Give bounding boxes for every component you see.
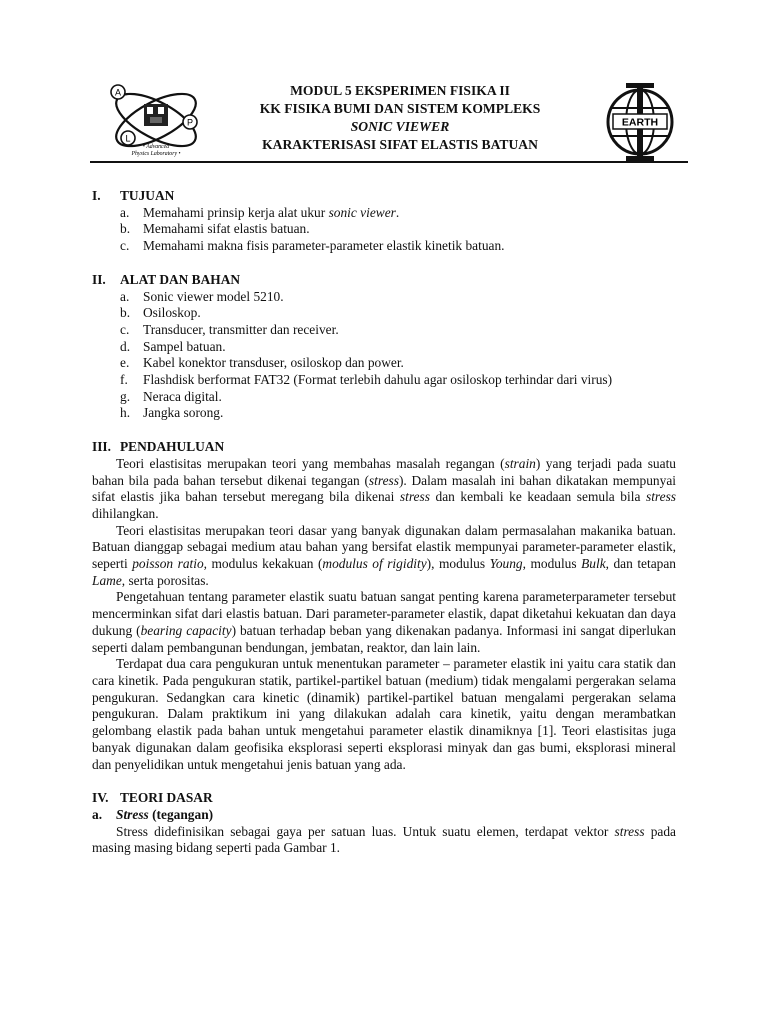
section-title-text: ALAT DAN BAHAN: [120, 271, 241, 287]
item-text-end: .: [395, 204, 400, 220]
item-text: Kabel konektor transduser, osiloskop dan power.: [143, 355, 404, 371]
apl-lab-logo: [94, 78, 210, 162]
section-title-pendahuluan: [92, 439, 676, 456]
header-divider: [90, 161, 688, 163]
subsection-title-stress: [92, 807, 676, 824]
earth-logo: [598, 80, 682, 164]
item-emphasis: sonic viewer: [328, 204, 396, 220]
list-item: [120, 238, 676, 255]
list-marker: b.: [120, 305, 131, 321]
section-number: III.: [92, 439, 111, 455]
section-number: II.: [92, 271, 106, 287]
list-item: [120, 339, 676, 356]
document-body: [92, 188, 676, 857]
list-marker: e.: [120, 355, 130, 371]
tujuan-list: [120, 205, 676, 255]
earth-logo-label: EARTH: [621, 116, 659, 129]
logo-caption-1: • Advanced: [142, 144, 170, 150]
subsection-emphasis: Stress: [116, 806, 149, 822]
list-marker: h.: [120, 405, 131, 421]
subsection-title-text: (tegangan): [148, 806, 214, 822]
item-text: Memahami sifat elastis batuan.: [143, 221, 310, 237]
section-title-teori: [92, 790, 676, 807]
section-number: IV.: [92, 790, 109, 806]
section-title-text: TUJUAN: [120, 188, 175, 203]
section-title-tujuan: [92, 188, 676, 205]
list-marker: b.: [120, 221, 131, 237]
item-text: Memahami makna fisis parameter-parameter elastik kinetik batuan.: [143, 238, 505, 254]
section-number: I.: [92, 188, 101, 203]
list-item: [120, 289, 676, 306]
list-item: [120, 355, 676, 372]
logo-letter-a: A: [114, 87, 122, 98]
list-item: [120, 322, 676, 339]
list-marker: c.: [120, 321, 130, 337]
section-title-alat: [92, 272, 676, 289]
list-item: [120, 305, 676, 322]
list-marker: a.: [120, 204, 130, 220]
logo-letter-l: L: [125, 133, 131, 144]
list-item: [120, 372, 676, 389]
header-line-kk: KK FISIKA BUMI DAN SISTEM KOMPLEKS: [259, 101, 541, 116]
header-line-karakterisasi: KARAKTERISASI SIFAT ELASTIS BATUAN: [262, 137, 538, 152]
item-text: Neraca digital.: [143, 388, 222, 404]
paragraph-pengetahuan: Pengetahuan tentang parameter elastik suatu batuan sangat penting karena parameterparameter tersebut mencerminkan sifat dari elastis batuan. Dari parameter-parameter elastik, dapat diketahui kekuatan dan daya dukung (bearing capacity) batuan terhadap beban yang dikenakan padanya. Informasi ini sangat diperlukan seperti dalam pembangunan bendungan, jembatan, reaktor, dan lain lain.: [92, 589, 676, 655]
document-header: [90, 78, 690, 164]
list-marker: c.: [120, 238, 130, 254]
list-marker: g.: [120, 388, 131, 404]
list-marker: d.: [120, 338, 131, 354]
section-title-text: TEORI DASAR: [120, 790, 213, 806]
paragraph-pengukuran: Terdapat dua cara pengukuran untuk menentukan parameter – parameter elastik ini yaitu cara statik dan cara kinetik. Pada pengukuran statik, partikel-partikel batuan (medium) tidak mengalami pergerakan selama pengukuran. Sedangkan cara kinetic (dinamik) partikel-partikel batuan mengalami pergerakan selama pengukuran. Dalam praktikum ini yang dilakukan adalah cara kinetik, yaitu dengan merambatkan gelombang elastik pada bahan untuk mengetahui parameter elastik dinamiknya [1]. Teori elastisitas juga banyak digunakan dalam geofisika eksplorasi seperti eksplorasi minyak dan gas bumi, eksplorasi mineral dan penyelidikan untuk mengetahui jenis batuan yang ada.: [92, 656, 676, 772]
list-marker: a.: [120, 288, 130, 304]
item-text: Sonic viewer model 5210.: [143, 288, 284, 304]
alat-list: [120, 289, 676, 423]
item-text: Sampel batuan.: [143, 338, 226, 354]
item-text: Flashdisk berformat FAT32 (Format terlebih dahulu agar osiloskop terhindar dari virus): [143, 372, 613, 388]
item-text: Jangka sorong.: [143, 405, 224, 421]
list-item: [120, 205, 676, 222]
header-line-module: MODUL 5 EKSPERIMEN FISIKA II: [290, 83, 510, 98]
logo-caption-2: Physics Laboratory •: [131, 151, 181, 157]
paragraph-mekanika-batuan: Teori elastisitas merupakan teori dasar yang banyak digunakan dalam permasalahan makanika batuan. Batuan dianggap sebagai medium atau bahan yang bersifat elastik mempunyai parameter-parameter elastik, seperti poisson ratio, modulus kekakuan (modulus of rigidity), modulus Young, modulus Bulk, dan tetapan Lame, serta porositas.: [92, 522, 676, 588]
item-text: Osiloskop.: [143, 305, 201, 321]
subsection-marker: a.: [92, 806, 103, 822]
list-item: [120, 405, 676, 422]
section-title-text: PENDAHULUAN: [120, 439, 225, 455]
header-line-sonic-viewer: SONIC VIEWER: [350, 119, 450, 134]
list-item: [120, 221, 676, 238]
paragraph-stress: Stress didefinisikan sebagai gaya per satuan luas. Untuk suatu elemen, terdapat vektor stress pada masing masing bidang seperti pada Gambar 1.: [92, 823, 676, 856]
logo-letter-p: P: [186, 117, 194, 128]
list-item: [120, 389, 676, 406]
header-title-block: [210, 82, 590, 154]
paragraph-elastisitas: Teori elastisitas merupakan teori yang membahas masalah regangan (strain) yang terjadi pada suatu bahan bila pada bahan tersebut dikenai tegangan (stress). Dalam masalah ini bahan dikatakan mempunyai sifat elastis jika bahan tersebut meregang bila dikenai stress dan kembali ke keadaan semula bila stress dihilangkan.: [92, 455, 676, 521]
item-text: Memahami prinsip kerja alat ukur: [143, 204, 329, 220]
list-marker: f.: [120, 372, 128, 388]
item-text: Transducer, transmitter dan receiver.: [143, 321, 339, 337]
